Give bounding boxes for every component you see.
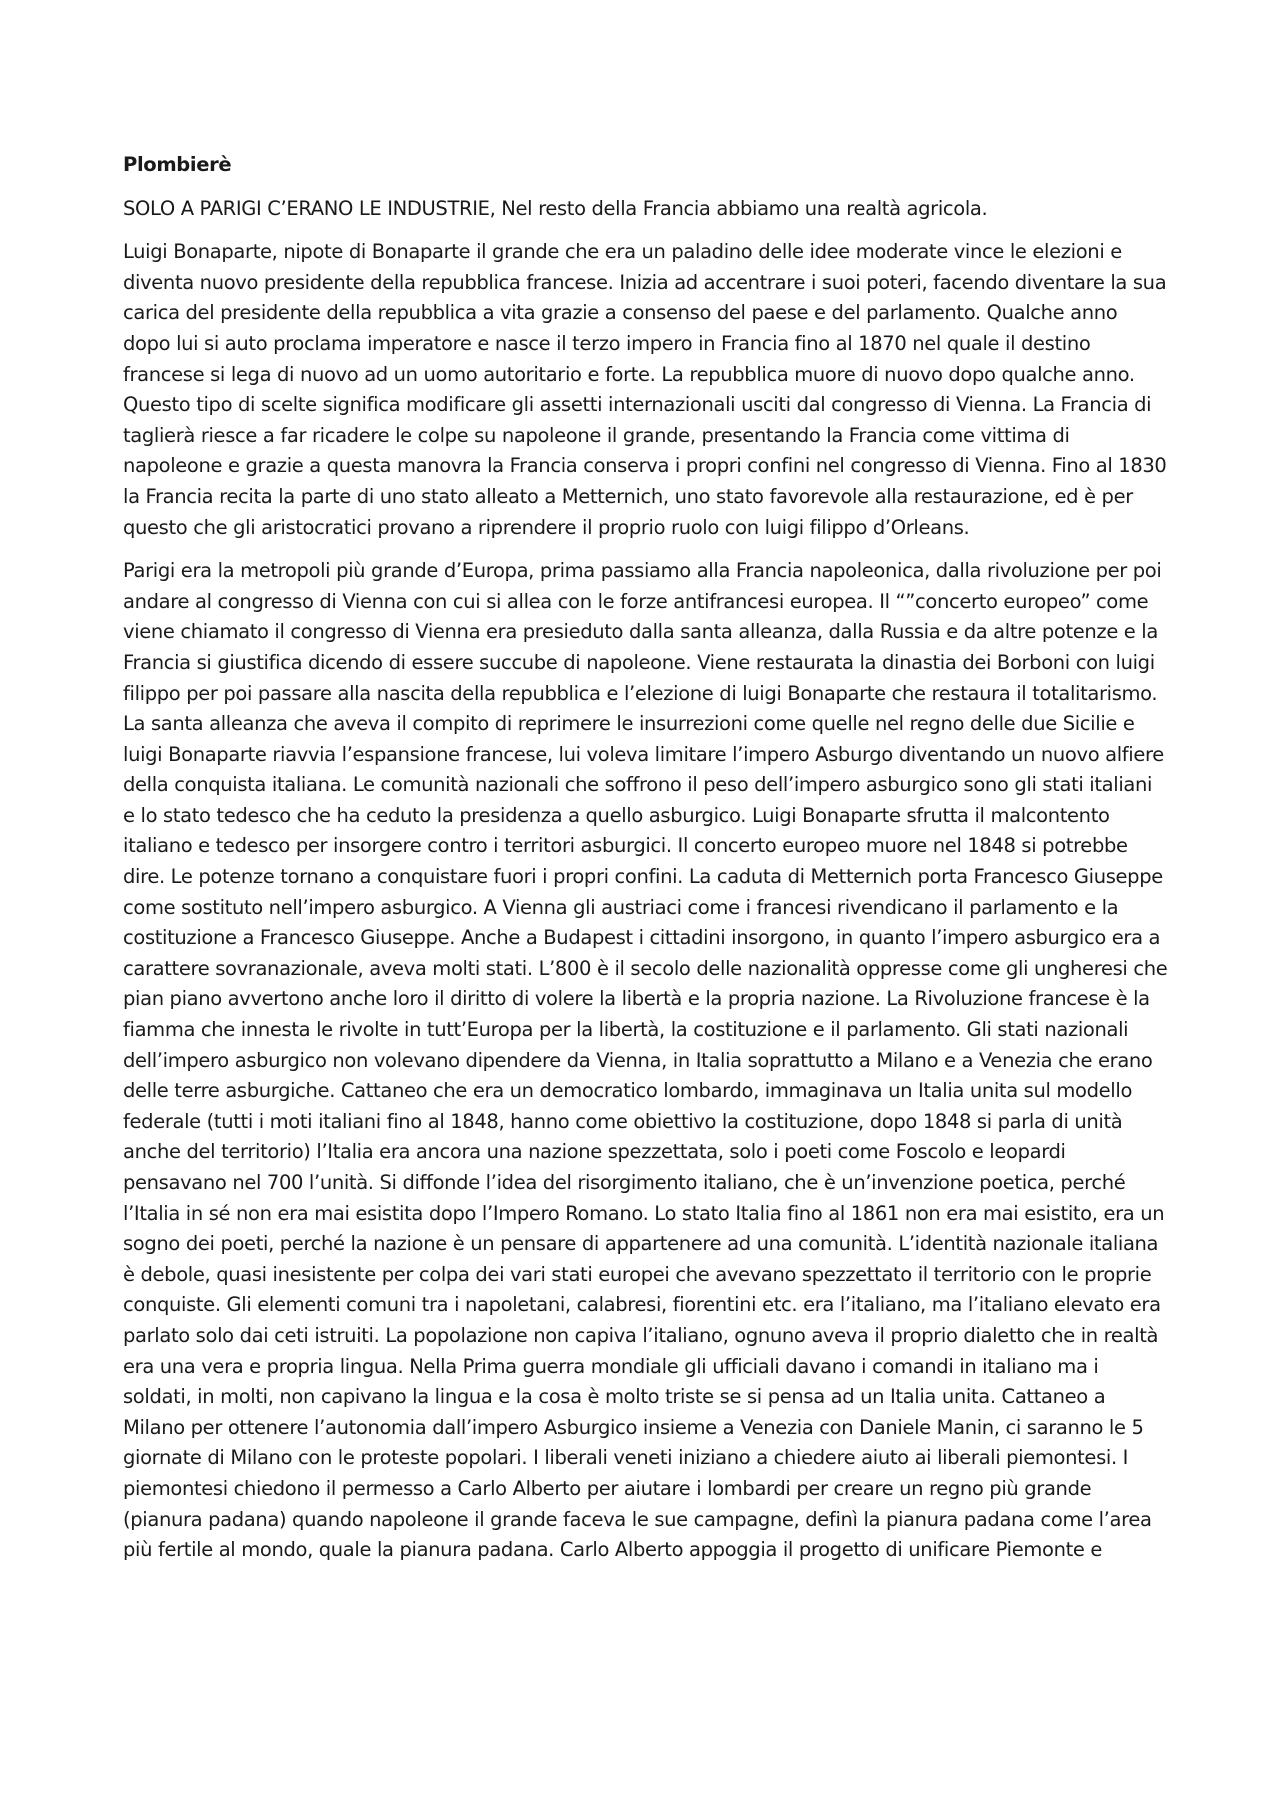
document-title: Plombierè: [123, 153, 232, 176]
paragraph-luigi-bonaparte: Luigi Bonaparte, nipote di Bonaparte il grande che era un paladino delle idee moderate vince le elezioni e diventa nuovo presidente della repubblica francese. Inizia ad accentrare i suoi poteri, facendo diventare la sua carica del presidente della repubblica a vita grazie a consenso del paese e del parlamento. Qualche anno dopo lui si auto proclama imperatore e nasce il terzo impero in Francia fino al 1870 nel quale il destino francese si lega di nuovo ad un uomo autoritario e forte. La repubblica muore di nuovo dopo qualche anno. Questo tipo di scelte significa modificare gli assetti internazionali usciti dal congresso di Vienna. La Francia di taglierà riesce a far ricadere le colpe su napoleone il grande, presentando la Francia come vittima di napoleone e grazie a questa manovra la Francia conserva i propri confini nel congresso di Vienna. Fino al 1830 la Francia recita la parte di uno stato alleato a Metternich, uno stato favorevole alla restaurazione, ed è per questo che gli aristocratici provano a riprendere il proprio ruolo con luigi filippo d’Orleans.: [123, 240, 1167, 539]
document-body: [123, 150, 1169, 1579]
paragraph-industries: SOLO A PARIGI C’ERANO LE INDUSTRIE, Nel resto della Francia abbiamo una realtà agricola.: [123, 196, 988, 220]
paragraph-parigi-metropoli: Parigi era la metropoli più grande d’Europa, prima passiamo alla Francia napoleonica, dalla rivoluzione per poi andare al congresso di Vienna con cui si allea con le forze antifrancesi europea. Il “”concerto europeo” come viene chiamato il congresso di Vienna era presieduto dalla santa alleanza, dalla Russia e da altre potenze e la Francia si giustifica dicendo di essere succube di napoleone. Viene restaurata la dinastia dei Borboni con luigi filippo per poi passare alla nascita della repubblica e l’elezione di luigi Bonaparte che restaura il totalitarismo. La santa alleanza che aveva il compito di reprimere le insurrezioni come quelle nel regno delle due Sicilie e luigi Bonaparte riavvia l’espansione francese, lui voleva limitare l’impero Asburgo diventando un nuovo alfiere della conquista italiana. Le comunità nazionali che soffrono il peso dell’impero asburgico sono gli stati italiani e lo stato tedesco che ha ceduto la presidenza a quello asburgico. Luigi Bonaparte sfrutta il malcontento italiano e tedesco per insorgere contro i territori asburgici. Il concerto europeo muore nel 1848 si potrebbe dire. Le potenze tornano a conquistare fuori i propri confini. La caduta di Metternich porta Francesco Giuseppe come sostituto nell’impero asburgico. A Vienna gli austriaci come i francesi rivendicano il parlamento e la costituzione a Francesco Giuseppe. Anche a Budapest i cittadini insorgono, in quanto l’impero asburgico era a carattere sovranazionale, aveva molti stati. L’800 è il secolo delle nazionalità oppresse come gli ungheresi che pian piano avvertono anche loro il diritto di volere la libertà e la propria nazione. La Rivoluzione francese è la fiamma che innesta le rivolte in tutt’Europa per la libertà, la costituzione e il parlamento. Gli stati nazionali dell’impero asburgico non volevano dipendere da Vienna, in Italia soprattutto a Milano e a Venezia che erano delle terre asburgiche. Cattaneo che era un democratico lombardo, immaginava un Italia unita sul modello federale (tutti i moti italiani fino al 1848, hanno come obiettivo la costituzione, dopo 1848 si parla di unità anche del territorio) l’Italia era ancora una nazione spezzettata, solo i poeti come Foscolo e leopardi pensavano nel 700 l’unità. Si diffonde l’idea del risorgimento italiano, che è un’invenzione poetica, perché l’Italia in sé non era mai esistita dopo l’Impero Romano. Lo stato Italia fino al 1861 non era mai esistito, era un sogno dei poeti, perché la nazione è un pensare di appartenere ad una comunità. L’identità nazionale italiana è debole, quasi inesistente per colpa dei vari stati europei che avevano spezzettato il territorio con le proprie conquiste. Gli elementi comuni tra i napoletani, calabresi, fiorentini etc. era l’italiano, ma l’italiano elevato era parlato solo dai ceti istruiti. La popolazione non capiva l’italiano, ognuno aveva il proprio dialetto che in realtà era una vera e propria lingua. Nella Prima guerra mondiale gli ufficiali davano i comandi in italiano ma i soldati, in molti, non capivano la lingua e la cosa è molto triste se si pensa ad un Italia unita. Cattaneo a Milano per ottenere l’autonomia dall’impero Asburgico insieme a Venezia con Daniele Manin, ci saranno le 5 giornate di Milano con le proteste popolari. I liberali veneti iniziano a chiedere aiuto ai liberali piemontesi. I piemontesi chiedono il permesso a Carlo Alberto per aiutare i lombardi per creare un regno più grande (pianura padana) quando napoleone il grande faceva le sue campagne, definì la pianura padana come l’area più fertile al mondo, quale la pianura padana. Carlo Alberto appoggia il progetto di unificare Piemonte e: [123, 559, 1168, 1562]
